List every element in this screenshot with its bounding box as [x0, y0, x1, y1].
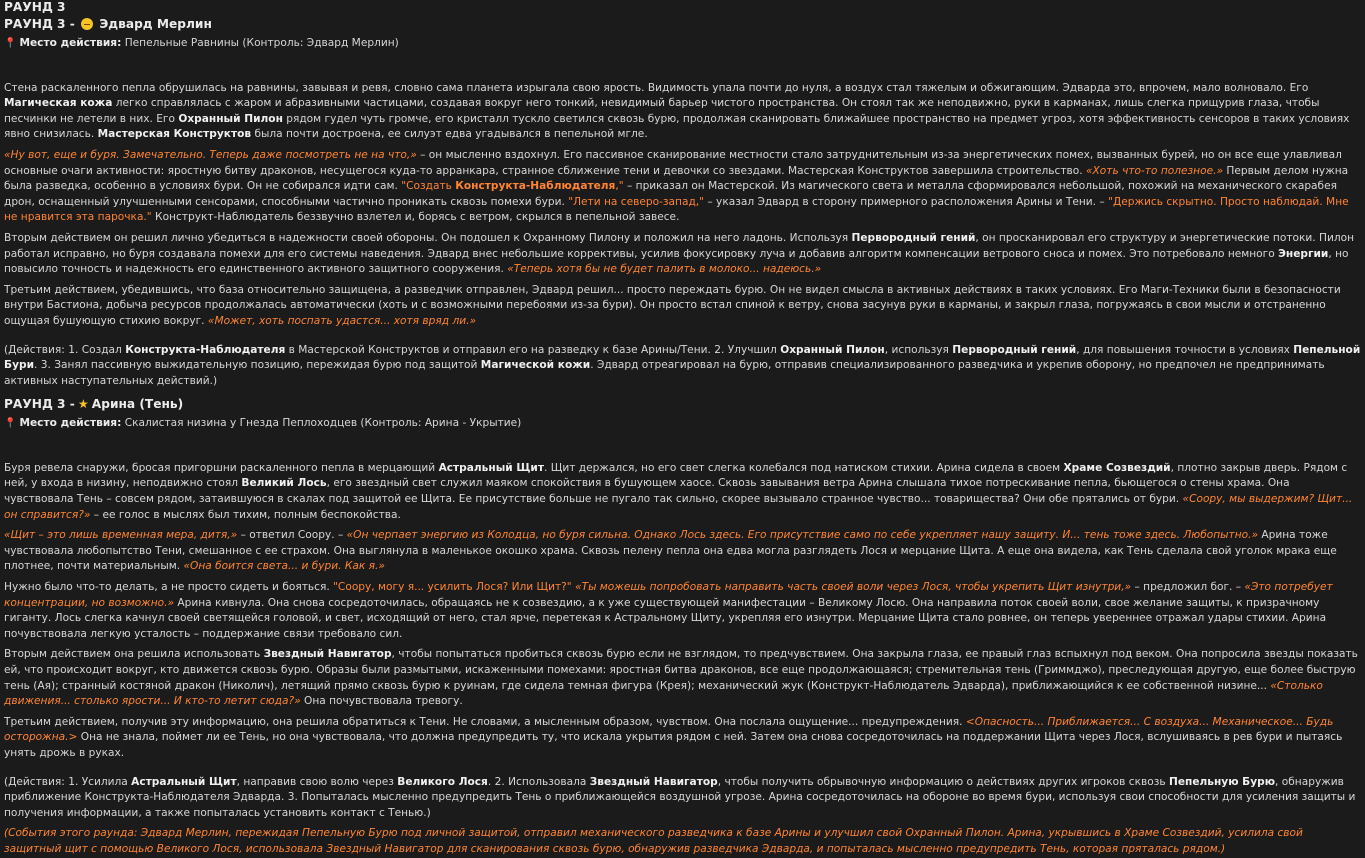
paragraph: Третьим действием, убедившись, что база относительно защищена, а разведчик отправлен, Эдвард решил... просто переждать бурю. Он не видел смысла в активных действиях в таких условиях. Его Маги-Техники были в безопасности внутри Бастиона, добыча ресурсов продолжалась автоматически (хоть и с возможными перебоями из-за бури). Он просто встал спиной к ветру, снова засунув руки в карманы, и закрыл глаза, погружаясь в свои мысли и отстраненно ощущая бушующую стихию вокруг. «Может, хоть поспать удастся... хотя вряд ли.»	[4, 283, 1341, 327]
round-events-summary: (События этого раунда: Эдвард Мерлин, пережидая Пепельную Бурю под личной защитой, отправил механического разведчика к базе Арины и улучшил свой Охранный Пилон. Арина, укрывшись в Храме Созвездий, усилила свой защитный щит с помощью Великого Лося, использовала Звездный Навигатор для сканирования сквозь бурю, обнаружив разведчика Эдварда, и попыталась мысленно предупредить Тень, которая пряталась рядом.)	[4, 827, 1303, 855]
paragraph: «Ну вот, еще и буря. Замечательно. Теперь даже посмотреть не на что,» – он мысленно вздохнул. Его пассивное сканирование местности стало затруднительным из-за энергетических помех, вызванных бурей, но он все еще улавливал основные очаги активности: яростную битву драконов, несущегося куда-то арранкара, странное сближение тени и девочки со звездами. Мастерская Конструктов завершила строительство. «Хоть что-то полезное.» Первым делом нужна была разведка, особенно в условиях бури. Он не собирался идти сам. "Создать Конструкта-Наблюдателя," – приказал он Мастерской. Из магического света и металла сформировался небольшой, похожий на механического скарабея дрон, оснащенный улучшенными сенсорами, способными частично проникать сквозь помехи бури. "Лети на северо-запад," – указал Эдвард в сторону примерного расположения Арины и Тени. – "Держись скрытно. Просто наблюдай. Мне не нравится эта парочка." Конструкт-Наблюдатель беззвучно взлетел и, борясь с ветром, скрылся в пепельной завесе.	[4, 148, 1349, 224]
paragraph: Вторым действием она решила использовать Звездный Навигатор, чтобы попытаться пробиться сквозь бурю если не взглядом, то предчувствием. Она закрыла глаза, ее правый глаз вспыхнул под веком. Она попросила звезды показать ей, что происходит вокруг, кто движется сквозь бурю. Образы были размытыми, искаженными помехами: яростная битва драконов, все еще продолжающаяся; стремительная тень (Гриммджо), преследующая другую, еще более быструю тень (Ая); странный костяной дракон (Николич), летящий прямо сквозь бурю к руинам, где сидела темная фигура (Крея); механический жук (Конструкт-Наблюдатель Эдварда), приближающийся к ее собственной низине... «Столько движения... столько ярости... И кто-то летит сюда?» Она почувствовала тревогу.	[4, 648, 1358, 708]
location-line: 📍 Место действия: Скалистая низина у Гнезда Пеплоходцев (Контроль: Арина - Укрытие)	[4, 417, 522, 430]
map-pin-icon: 📍	[4, 38, 17, 49]
actions-summary: (Действия: 1. Создал Конструкта-Наблюдателя в Мастерской Конструктов и отправил его на разведку к базе Арины/Тени. 2. Улучшил Охранный Пилон, используя Перворoдный гений, для повышения точности в условиях Пепельной Бури. 3. Занял пассивную выжидательную позицию, пережидая бурю под защитой Магической кожи. Эдвард отреагировал на бурю, отправив специализированного разведчика и укрепив оборону, но предпочел не предпринимать активных наступательных действий.)	[4, 343, 1361, 387]
section-title-arina: РАУНД 3 - ★ Арина (Тень)	[4, 397, 184, 412]
paragraph: Стена раскаленного пепла обрушилась на равнины, завывая и ревя, словно сама планета изрыгала свою ярость. Видимость упала почти до нуля, а воздух стал тяжелым и обжигающим. Эдварда это, впрочем, мало волновало. Его Магическая кожа легко справлялась с жаром и абразивными частицами, создавая вокруг него тонкий, невидимый барьер чистого пространства. Он стоял так же неподвижно, руки в карманах, лишь слегка прищурив глаза, чтобы песчинки не летели в них. Его Охранный Пилон рядом гудел чуть громче, его кристалл тускло светился сквозь бурю, продолжая сканировать ближайшее пространство на предмет угроз, хотя эффективность сенсоров в таких условиях явно снизилась. Мастерская Конструктов была почти достроена, ее силуэт едва угадывался в пепельной мгле.	[4, 81, 1350, 141]
map-pin-icon: 📍	[4, 418, 17, 430]
paragraph: Буря ревела снаружи, бросая пригоршни раскаленного пепла в мерцающий Астральный Щит. Щит держался, но его свет слегка колебался под натиском стихии. Арина сидела в своем Храме Созвездий, плотно закрыв дверь. Рядом с ней, у входа в низину, неподвижно стоял Великий Лось, его звездный свет служил маяком спокойствия в бушующем хаосе. Сквозь завывания ветра Арина слышала тихое потрескивание пепла, бьющегося о стены храма. Она чувствовала Тень – совсем рядом, затаившуюся в скалах под защитой ее Щита. Ее присутствие больше не пугало так сильно, скорее вызывало странное чувство... товарищества? Они обе прятались от бури. «Соору, мы выдержим? Щит... он справится?» – ее голос в мыслях был тихим, полным беспокойства.	[4, 461, 1353, 521]
paragraph: «Щит – это лишь временная мера, дитя,» – ответил Соору. – «Он черпает энергию из Колодца, но буря сильна. Однако Лось здесь. Его присутствие само по себе укрепляет нашу защиту. И... тень тоже здесь. Любопытно.» Арина тоже чувствовала любопытство Тени, смешанное с ее страхом. Она выглянула в маленькое окошко храма. Сквозь пелену пепла она едва могла разглядеть Лося и мерцание Щита. А еще она видела, как Тень сделала свой уголок мрака еще плотнее, почти материальным. «Она боится света... и бури. Как я.»	[4, 529, 1337, 573]
round-header: РАУНД 3	[4, 0, 66, 14]
neutral-face-icon	[81, 18, 93, 30]
section-title-edvard: РАУНД 3 - Эдвард Мерлин	[4, 17, 212, 31]
paragraph: Вторым действием он решил лично убедиться в надежности своей обороны. Он подошел к Охранному Пилону и положил на него ладонь. Используя Перворoдный гений, он просканировал его структуру и энергетические потоки. Пилон работал исправно, но буря создавала помехи для его системы наведения. Эдвард внес небольшие коррективы, усилив фокусировку луча и добавив алгоритм компенсации ветрового сноса и помех. Это потребовало немного Энергии, но повысило точность и надежность его единственного активного защитного сооружения. «Теперь хотя бы не будет палить в молоко... надеюсь.»	[4, 231, 1355, 276]
location-line: 📍 Место действия: Пепельные Равнины (Контроль: Эдвард Мерлин)	[4, 37, 399, 49]
actions-summary: (Действия: 1. Усилила Астральный Щит, направив свою волю через Великого Лося. 2. Использовала Звездный Навигатор, чтобы получить обрывочную информацию о действиях других игроков сквозь Пепельную Бурю, обнаружив приближение Конструкта-Наблюдателя Эдварда. 3. Попыталась мысленно предупредить Тень о приближающейся воздушной угрозе. Арина сосредоточилась на обороне во время бури, используя свои способности для усиления защиты и получения информации, а также попыталась установить контакт с Тенью.)	[4, 775, 1356, 819]
star-icon: ★	[77, 397, 89, 412]
paragraph: Нужно было что-то делать, а не просто сидеть и бояться. "Соору, могу я... усилить Лося? Или Щит?" «Ты можешь попробовать направить часть своей воли через Лося, чтобы укрепить Щит изнутри,» – предложил бог. – «Это потребует концентрации, но возможно.» Арина кивнула. Она снова сосредоточилась, обращаясь не к созвездию, а к уже существующей манифестации – Великому Лосю. Она направила поток своей воли, свое желание защиты, к призрачному гиганту. Лось слегка качнул своей светящейся головой, и свет, исходящий от него, стал ярче, перетекая к Астральному Щиту, укрепляя его изнутри. Мерцание Щита стало ровнее, он теперь увереннее отражал удары стихии. Арина почувствовала легкую усталость – поддержание связи требовало сил.	[4, 581, 1333, 640]
paragraph: Третьим действием, получив эту информацию, она решила обратиться к Тени. Не словами, а мысленным образом, чувством. Она послала ощущение... предупреждения. <Опасность... Приближается... С воздуха... Механическое... Будь осторожна.> Она не знала, поймет ли ее Тень, но она чувствовала, что должна предупредить ту, что искала укрытия рядом с ней. Затем она снова сосредоточилась на поддержании Щита через Лося, вслушиваясь в рев бури и пытаясь унять дрожь в руках.	[4, 715, 1343, 759]
